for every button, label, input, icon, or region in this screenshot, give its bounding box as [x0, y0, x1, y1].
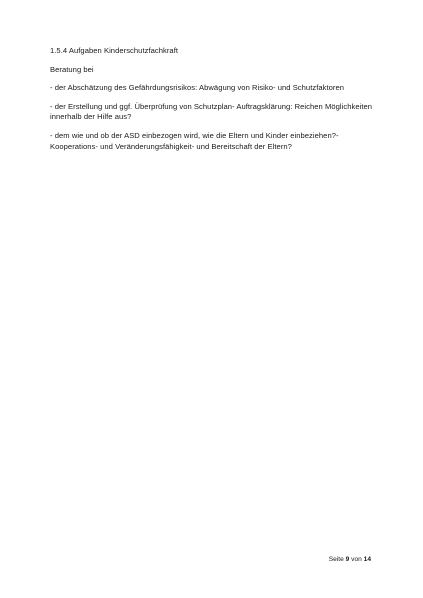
list-item: - der Abschätzung des Gefährdungsrisikos: Abwägung von Risiko- und Schutzfaktoren [50, 83, 345, 93]
page-total: 14 [363, 556, 371, 563]
page-footer [329, 555, 371, 564]
list-item: - der Erstellung und ggf. Überprüfung von Schutzplan- Auftragsklärung: Reichen Möglichkeiten innerhalb der Hilfe aus? [50, 101, 373, 122]
section-heading: 1.5.4 Aufgaben Kinderschutzfachkraft [50, 46, 179, 55]
of-label: von [351, 556, 362, 563]
list-item: - dem wie und ob der ASD einbezogen wird, wie die Eltern und Kinder einbeziehen?- Kooperations- und Veränderungsfähigkeit- und Bereitschaft der Eltern? [50, 130, 339, 151]
page-label: Seite [328, 556, 344, 563]
page-number: 9 [345, 556, 350, 563]
intro-text: Beratung bei [50, 64, 94, 74]
page-content [50, 46, 380, 160]
